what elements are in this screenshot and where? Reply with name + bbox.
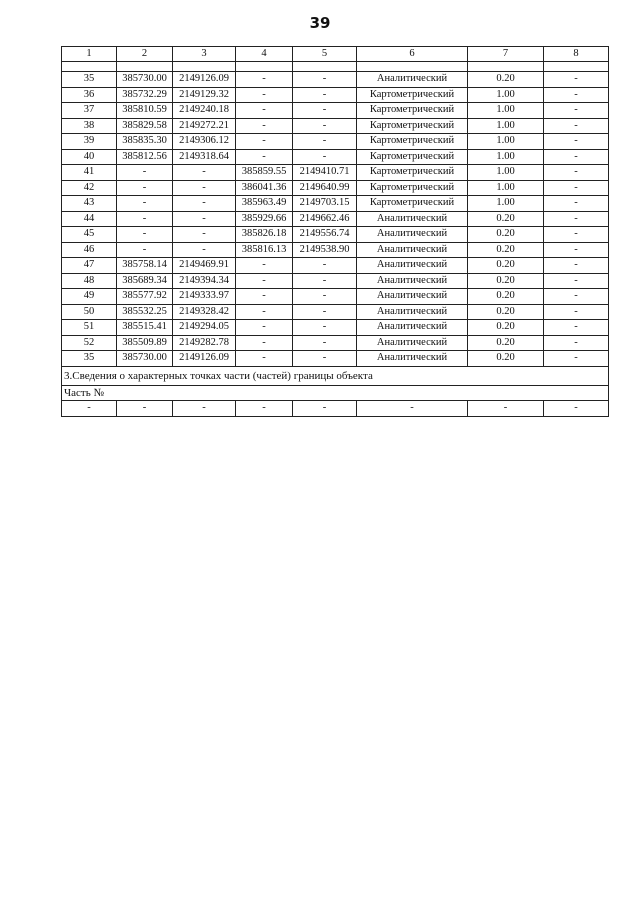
table-cell: Картометрический (357, 103, 468, 119)
table-cell: 385826.18 (236, 227, 293, 243)
table-cell: 0.20 (468, 289, 544, 305)
table-cell: 38 (62, 118, 117, 134)
part-values-row (62, 400, 609, 416)
table-cell: 1.00 (468, 118, 544, 134)
table-row (62, 351, 609, 367)
column-header: 2 (117, 47, 173, 62)
table-cell: 385929.66 (236, 211, 293, 227)
table-cell: - (293, 304, 357, 320)
table-cell: Картометрический (357, 180, 468, 196)
table-cell: 0.20 (468, 351, 544, 367)
table-cell: 2149538.90 (293, 242, 357, 258)
table-cell: 0.20 (468, 304, 544, 320)
table-cell: 40 (62, 149, 117, 165)
table-cell: - (236, 134, 293, 150)
table-cell: - (236, 304, 293, 320)
table-cell: 39 (62, 134, 117, 150)
table-cell: - (293, 72, 357, 88)
table-row (62, 196, 609, 212)
table-cell: 1.00 (468, 149, 544, 165)
table-cell: - (544, 258, 609, 274)
table-cell: Аналитический (357, 258, 468, 274)
table-cell: - (293, 87, 357, 103)
table-cell: - (117, 211, 173, 227)
table-cell: 386041.36 (236, 180, 293, 196)
table-cell-empty (468, 62, 544, 72)
table-cell: 0.20 (468, 320, 544, 336)
table-cell: 50 (62, 304, 117, 320)
table-cell: - (544, 400, 609, 416)
table-cell-empty (236, 62, 293, 72)
table-cell: 2149240.18 (173, 103, 236, 119)
table-cell: Картометрический (357, 134, 468, 150)
section-title-row (62, 366, 609, 385)
table-cell: 1.00 (468, 180, 544, 196)
table-cell: - (236, 400, 293, 416)
table-cell: 0.20 (468, 273, 544, 289)
table-cell: - (544, 196, 609, 212)
table-cell: - (236, 87, 293, 103)
table-cell: Картометрический (357, 149, 468, 165)
table-cell: 385532.25 (117, 304, 173, 320)
table-cell: - (117, 165, 173, 181)
table-cell: - (236, 258, 293, 274)
table-cell: - (173, 165, 236, 181)
table-row (62, 180, 609, 196)
table-cell: 385732.29 (117, 87, 173, 103)
table-cell: 2149126.09 (173, 72, 236, 88)
table-cell: Аналитический (357, 227, 468, 243)
table-blank-row (62, 62, 609, 72)
column-header: 4 (236, 47, 293, 62)
table-cell: - (236, 72, 293, 88)
table-cell: - (173, 227, 236, 243)
table-cell: - (544, 242, 609, 258)
table-cell: - (544, 304, 609, 320)
table-cell: Аналитический (357, 335, 468, 351)
table-cell: 45 (62, 227, 117, 243)
table-cell-empty (293, 62, 357, 72)
column-header: 6 (357, 47, 468, 62)
table-cell: - (62, 400, 117, 416)
table-cell: - (544, 289, 609, 305)
table-cell: - (293, 400, 357, 416)
column-header: 5 (293, 47, 357, 62)
column-header: 1 (62, 47, 117, 62)
table-cell: Аналитический (357, 211, 468, 227)
table-cell: 385730.00 (117, 351, 173, 367)
table-cell: - (173, 196, 236, 212)
table-row (62, 118, 609, 134)
table-row (62, 335, 609, 351)
table-cell: 35 (62, 72, 117, 88)
boundary-points-table (61, 46, 609, 417)
table-cell: - (544, 149, 609, 165)
table-cell: 0.20 (468, 335, 544, 351)
table-cell: 52 (62, 335, 117, 351)
table-cell: 385829.58 (117, 118, 173, 134)
table-cell: 385689.34 (117, 273, 173, 289)
table-cell-empty (173, 62, 236, 72)
table-cell: - (236, 335, 293, 351)
table-cell: - (293, 351, 357, 367)
table-cell: 1.00 (468, 196, 544, 212)
table-cell: - (117, 227, 173, 243)
table-cell: 2149394.34 (173, 273, 236, 289)
table-row (62, 87, 609, 103)
table-cell: - (117, 196, 173, 212)
table-cell: Картометрический (357, 165, 468, 181)
table-cell: Аналитический (357, 273, 468, 289)
part-label-row (62, 385, 609, 400)
section-title: 3.Сведения о характерных точках части (частей) границы объекта (62, 366, 609, 385)
table-cell: - (236, 289, 293, 305)
table-cell: - (544, 273, 609, 289)
table-cell: - (117, 242, 173, 258)
table-cell: 43 (62, 196, 117, 212)
table-cell-empty (62, 62, 117, 72)
table-cell-empty (357, 62, 468, 72)
table-cell: - (236, 118, 293, 134)
table-row (62, 134, 609, 150)
table-row (62, 103, 609, 119)
table-cell: 385859.55 (236, 165, 293, 181)
table-row (62, 258, 609, 274)
table-cell: 2149410.71 (293, 165, 357, 181)
table-row (62, 165, 609, 181)
table-cell: 0.20 (468, 258, 544, 274)
table-cell: - (173, 400, 236, 416)
column-header: 8 (544, 47, 609, 62)
table-cell: 2149328.42 (173, 304, 236, 320)
table-cell: - (173, 211, 236, 227)
table-cell: - (293, 118, 357, 134)
table-cell: 2149126.09 (173, 351, 236, 367)
table-cell: 1.00 (468, 134, 544, 150)
table-cell: - (544, 335, 609, 351)
table-cell: - (293, 134, 357, 150)
table-cell: 385810.59 (117, 103, 173, 119)
table-cell: - (293, 320, 357, 336)
table-cell: - (117, 400, 173, 416)
table-cell: 2149333.97 (173, 289, 236, 305)
table-cell: - (236, 149, 293, 165)
table-cell: Аналитический (357, 242, 468, 258)
table-cell-empty (117, 62, 173, 72)
table-cell: 2149282.78 (173, 335, 236, 351)
table-cell: Аналитический (357, 320, 468, 336)
table-cell: 41 (62, 165, 117, 181)
page-number: 39 (309, 14, 331, 32)
table-row (62, 289, 609, 305)
table-cell: 2149640.99 (293, 180, 357, 196)
table-cell: - (173, 180, 236, 196)
table-row (62, 149, 609, 165)
table-cell: 2149294.05 (173, 320, 236, 336)
table-cell: - (293, 103, 357, 119)
table-cell: - (544, 320, 609, 336)
table-cell: 0.20 (468, 242, 544, 258)
table-cell: 2149556.74 (293, 227, 357, 243)
table-cell: 36 (62, 87, 117, 103)
table-cell: - (293, 149, 357, 165)
table-row (62, 320, 609, 336)
table-cell: - (293, 289, 357, 305)
table-cell: Картометрический (357, 118, 468, 134)
table-cell: 385963.49 (236, 196, 293, 212)
part-label: Часть № (62, 385, 609, 400)
table-cell: 42 (62, 180, 117, 196)
table-cell: 2149129.32 (173, 87, 236, 103)
table-cell: Картометрический (357, 196, 468, 212)
table-cell: 2149703.15 (293, 196, 357, 212)
table-row (62, 242, 609, 258)
table-cell: 0.20 (468, 227, 544, 243)
table-cell: - (173, 242, 236, 258)
table-cell: 385730.00 (117, 72, 173, 88)
table-cell: 385515.41 (117, 320, 173, 336)
column-header: 3 (173, 47, 236, 62)
table-cell: - (236, 351, 293, 367)
table-cell: 44 (62, 211, 117, 227)
table-cell: - (236, 103, 293, 119)
table-cell: 1.00 (468, 103, 544, 119)
table-cell: 35 (62, 351, 117, 367)
table-cell: 48 (62, 273, 117, 289)
table-cell: 2149306.12 (173, 134, 236, 150)
table-cell: 0.20 (468, 72, 544, 88)
table-row (62, 72, 609, 88)
table-row (62, 273, 609, 289)
table-cell: Аналитический (357, 304, 468, 320)
table-cell: 2149272.21 (173, 118, 236, 134)
table-cell: 46 (62, 242, 117, 258)
table-cell: - (544, 227, 609, 243)
table-cell: - (544, 72, 609, 88)
table-cell: 385758.14 (117, 258, 173, 274)
table-row (62, 227, 609, 243)
table-cell: 2149318.64 (173, 149, 236, 165)
table-cell: 0.20 (468, 211, 544, 227)
table-cell-empty (544, 62, 609, 72)
table-cell: 47 (62, 258, 117, 274)
table-cell: - (544, 118, 609, 134)
table-cell: - (117, 180, 173, 196)
table-cell: Аналитический (357, 289, 468, 305)
table-cell: - (544, 165, 609, 181)
table-cell: - (236, 320, 293, 336)
table-cell: - (544, 211, 609, 227)
table-cell: 1.00 (468, 87, 544, 103)
table-cell: 2149662.46 (293, 211, 357, 227)
table-cell: Аналитический (357, 351, 468, 367)
table-cell: 385577.92 (117, 289, 173, 305)
table-cell: - (468, 400, 544, 416)
table-cell: 37 (62, 103, 117, 119)
table-cell: - (544, 134, 609, 150)
table-cell: - (544, 103, 609, 119)
table-cell: 1.00 (468, 165, 544, 181)
table-cell: - (293, 273, 357, 289)
table-row (62, 304, 609, 320)
table-cell: - (357, 400, 468, 416)
table-cell: - (293, 258, 357, 274)
table-cell: 51 (62, 320, 117, 336)
table-cell: 385816.13 (236, 242, 293, 258)
table-cell: - (544, 180, 609, 196)
table-cell: Аналитический (357, 72, 468, 88)
table-cell: 49 (62, 289, 117, 305)
table-cell: - (544, 351, 609, 367)
table-cell: - (293, 335, 357, 351)
column-header: 7 (468, 47, 544, 62)
table-cell: - (544, 87, 609, 103)
table-row (62, 211, 609, 227)
table-cell: Картометрический (357, 87, 468, 103)
table-cell: 385835.30 (117, 134, 173, 150)
table-cell: 385812.56 (117, 149, 173, 165)
table-header-row (62, 47, 609, 62)
table-cell: 2149469.91 (173, 258, 236, 274)
table-cell: - (236, 273, 293, 289)
table-cell: 385509.89 (117, 335, 173, 351)
